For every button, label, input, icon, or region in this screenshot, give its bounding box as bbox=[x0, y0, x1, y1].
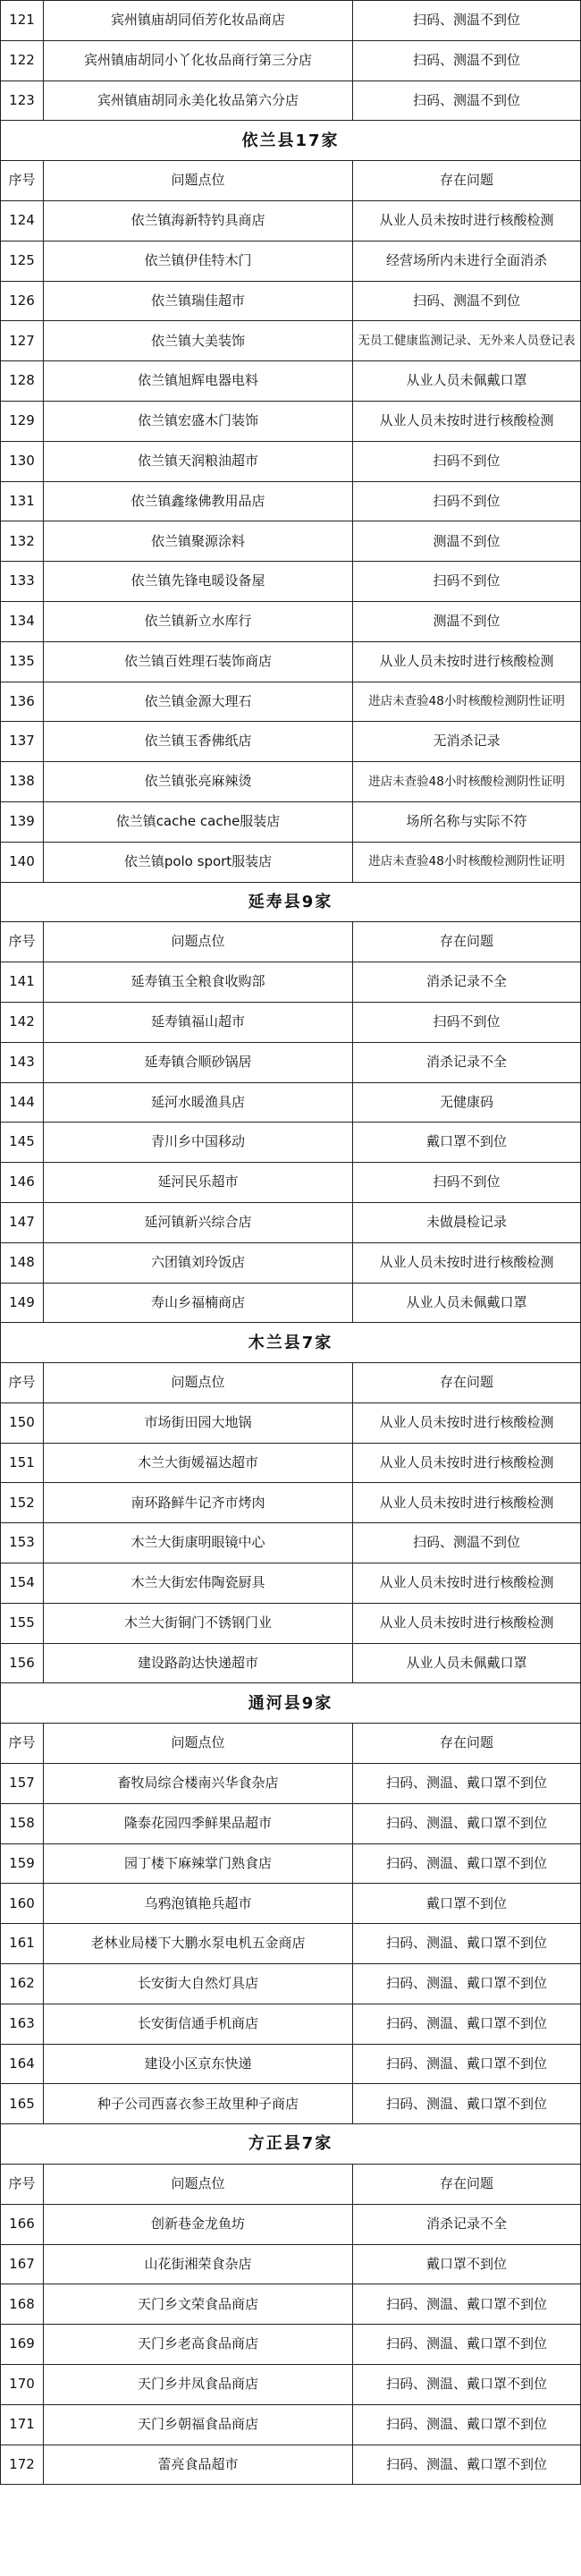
location-cell: 山花街湘荣食杂店 bbox=[44, 2245, 353, 2284]
location-cell: 依兰镇先锋电暖设备屋 bbox=[44, 562, 353, 601]
row-number: 133 bbox=[0, 562, 44, 601]
table-header-row bbox=[0, 161, 581, 201]
location-cell: 依兰镇伊佳特木门 bbox=[44, 242, 353, 281]
location-cell: 延寿镇福山超市 bbox=[44, 1003, 353, 1042]
location-cell: 长安街信通手机商店 bbox=[44, 2004, 353, 2044]
issue-cell: 扫码不到位 bbox=[353, 442, 581, 481]
issue-cell: 无消杀记录 bbox=[353, 722, 581, 761]
location-cell: 依兰镇cache cache服装店 bbox=[44, 802, 353, 842]
location-cell: 木兰大街媛福达超市 bbox=[44, 1444, 353, 1483]
issue-cell: 无员工健康监测记录、无外来人员登记表 bbox=[353, 321, 581, 360]
table-row bbox=[0, 1284, 581, 1324]
table-row bbox=[0, 2284, 581, 2325]
row-number: 170 bbox=[0, 2365, 44, 2404]
row-number: 164 bbox=[0, 2045, 44, 2084]
location-cell: 创新巷金龙鱼坊 bbox=[44, 2205, 353, 2244]
table-row bbox=[0, 682, 581, 723]
table-row bbox=[0, 1243, 581, 1284]
row-number: 136 bbox=[0, 682, 44, 722]
row-number: 125 bbox=[0, 242, 44, 281]
table-row bbox=[0, 2405, 581, 2445]
table-row bbox=[0, 2245, 581, 2285]
header-location: 问题点位 bbox=[44, 922, 353, 962]
issue-cell: 扫码、测温、戴口罩不到位 bbox=[353, 1844, 581, 1884]
issue-cell: 扫码、测温、戴口罩不到位 bbox=[353, 2084, 581, 2123]
county-section-title-row bbox=[0, 1683, 581, 1724]
table-row bbox=[0, 1, 581, 41]
location-cell: 依兰镇聚源涂料 bbox=[44, 521, 353, 561]
location-cell: 宾州镇庙胡同佰芳化妆品商店 bbox=[44, 1, 353, 40]
row-number: 169 bbox=[0, 2325, 44, 2364]
table-row bbox=[0, 321, 581, 361]
location-cell: 依兰镇鑫缘佛教用品店 bbox=[44, 482, 353, 521]
header-issue: 存在问题 bbox=[353, 1724, 581, 1763]
table-row bbox=[0, 762, 581, 802]
location-cell: 木兰大街康明眼镜中心 bbox=[44, 1523, 353, 1563]
table-row bbox=[0, 1604, 581, 1644]
issue-cell: 戴口罩不到位 bbox=[353, 1884, 581, 1923]
table-row bbox=[0, 562, 581, 602]
header-issue: 存在问题 bbox=[353, 1363, 581, 1402]
row-number: 158 bbox=[0, 1804, 44, 1843]
county-section-title-row bbox=[0, 1323, 581, 1363]
issue-cell: 从业人员未按时进行核酸检测 bbox=[353, 1604, 581, 1643]
table-row bbox=[0, 1163, 581, 1203]
row-number: 126 bbox=[0, 282, 44, 321]
location-cell: 蕾亮食品超市 bbox=[44, 2445, 353, 2485]
table-row bbox=[0, 1563, 581, 1604]
row-number: 150 bbox=[0, 1403, 44, 1443]
table-row bbox=[0, 402, 581, 442]
issue-cell: 进店未查验48小时核酸检测阴性证明 bbox=[353, 762, 581, 801]
location-cell: 延河镇新兴综合店 bbox=[44, 1203, 353, 1242]
county-section-title: 依兰县17家 bbox=[0, 121, 581, 160]
location-cell: 隆泰花园四季鲜果品超市 bbox=[44, 1804, 353, 1843]
issue-cell: 消杀记录不全 bbox=[353, 1043, 581, 1082]
row-number: 132 bbox=[0, 521, 44, 561]
row-number: 122 bbox=[0, 41, 44, 80]
location-cell: 依兰镇旭辉电器电料 bbox=[44, 361, 353, 401]
table-row bbox=[0, 1203, 581, 1243]
location-cell: 建设路韵达快递超市 bbox=[44, 1644, 353, 1683]
row-number: 143 bbox=[0, 1043, 44, 1082]
row-number: 146 bbox=[0, 1163, 44, 1202]
issue-cell: 扫码、测温、戴口罩不到位 bbox=[353, 1924, 581, 1963]
issue-cell: 从业人员未按时进行核酸检测 bbox=[353, 1444, 581, 1483]
table-row bbox=[0, 962, 581, 1003]
row-number: 137 bbox=[0, 722, 44, 761]
issue-cell: 扫码不到位 bbox=[353, 482, 581, 521]
header-location: 问题点位 bbox=[44, 2165, 353, 2204]
table-header-row bbox=[0, 1724, 581, 1764]
row-number: 155 bbox=[0, 1604, 44, 1643]
table-row bbox=[0, 602, 581, 642]
issue-cell: 扫码、测温、戴口罩不到位 bbox=[353, 2365, 581, 2404]
issue-cell: 扫码、测温、戴口罩不到位 bbox=[353, 1964, 581, 2004]
row-number: 131 bbox=[0, 482, 44, 521]
issue-cell: 进店未查验48小时核酸检测阴性证明 bbox=[353, 843, 581, 882]
row-number: 135 bbox=[0, 642, 44, 682]
table-row bbox=[0, 1764, 581, 1804]
table-row bbox=[0, 482, 581, 522]
header-number: 序号 bbox=[0, 1724, 44, 1763]
location-cell: 延寿镇玉全粮食收购部 bbox=[44, 962, 353, 1002]
location-cell: 宾州镇庙胡同永美化妆品第六分店 bbox=[44, 81, 353, 121]
issue-cell: 消杀记录不全 bbox=[353, 962, 581, 1002]
row-number: 151 bbox=[0, 1444, 44, 1483]
table-row bbox=[0, 1964, 581, 2004]
issue-cell: 扫码、测温、戴口罩不到位 bbox=[353, 1804, 581, 1843]
issue-cell: 测温不到位 bbox=[353, 602, 581, 641]
issue-cell: 扫码、测温、戴口罩不到位 bbox=[353, 2445, 581, 2485]
table-header-row bbox=[0, 2165, 581, 2205]
issue-cell: 扫码、测温不到位 bbox=[353, 282, 581, 321]
issue-cell: 从业人员未按时进行核酸检测 bbox=[353, 402, 581, 441]
table-header-row bbox=[0, 922, 581, 962]
location-cell: 木兰大街铜门不锈钢门业 bbox=[44, 1604, 353, 1643]
header-number: 序号 bbox=[0, 922, 44, 962]
header-issue: 存在问题 bbox=[353, 2165, 581, 2204]
row-number: 148 bbox=[0, 1243, 44, 1283]
issue-cell: 经营场所内未进行全面消杀 bbox=[353, 242, 581, 281]
issue-cell: 扫码、测温不到位 bbox=[353, 81, 581, 121]
header-location: 问题点位 bbox=[44, 161, 353, 200]
location-cell: 乌鸦泡镇艳兵超市 bbox=[44, 1884, 353, 1923]
table-row bbox=[0, 41, 581, 81]
issue-cell: 戴口罩不到位 bbox=[353, 2245, 581, 2284]
issue-cell: 进店未查验48小时核酸检测阴性证明 bbox=[353, 682, 581, 722]
issue-cell: 扫码、测温不到位 bbox=[353, 41, 581, 80]
header-number: 序号 bbox=[0, 2165, 44, 2204]
row-number: 149 bbox=[0, 1284, 44, 1323]
issue-cell: 从业人员未按时进行核酸检测 bbox=[353, 1563, 581, 1603]
header-number: 序号 bbox=[0, 161, 44, 200]
table-row bbox=[0, 2365, 581, 2405]
county-section-title-row bbox=[0, 883, 581, 923]
issue-cell: 扫码、测温不到位 bbox=[353, 1, 581, 40]
county-section-title-row bbox=[0, 2124, 581, 2165]
table-row bbox=[0, 1003, 581, 1043]
row-number: 163 bbox=[0, 2004, 44, 2044]
table-row bbox=[0, 442, 581, 482]
row-number: 129 bbox=[0, 402, 44, 441]
location-cell: 依兰镇金源大理石 bbox=[44, 682, 353, 722]
row-number: 128 bbox=[0, 361, 44, 401]
row-number: 160 bbox=[0, 1884, 44, 1923]
table-row bbox=[0, 242, 581, 282]
row-number: 171 bbox=[0, 2405, 44, 2445]
issue-cell: 从业人员未按时进行核酸检测 bbox=[353, 1483, 581, 1522]
location-cell: 依兰镇新立水库行 bbox=[44, 602, 353, 641]
location-cell: 种子公司西喜衣参王故里种子商店 bbox=[44, 2084, 353, 2123]
row-number: 145 bbox=[0, 1123, 44, 1162]
issue-cell: 从业人员未按时进行核酸检测 bbox=[353, 1403, 581, 1443]
row-number: 162 bbox=[0, 1964, 44, 2004]
row-number: 138 bbox=[0, 762, 44, 801]
row-number: 168 bbox=[0, 2284, 44, 2324]
header-location: 问题点位 bbox=[44, 1363, 353, 1402]
table-row bbox=[0, 2445, 581, 2486]
issue-cell: 无健康码 bbox=[353, 1083, 581, 1123]
row-number: 165 bbox=[0, 2084, 44, 2123]
issue-cell: 戴口罩不到位 bbox=[353, 1123, 581, 1162]
issue-cell: 从业人员未按时进行核酸检测 bbox=[353, 1243, 581, 1283]
issue-cell: 测温不到位 bbox=[353, 521, 581, 561]
issue-cell: 从业人员未按时进行核酸检测 bbox=[353, 642, 581, 682]
issue-cell: 扫码、测温、戴口罩不到位 bbox=[353, 2325, 581, 2364]
location-cell: 老林业局楼下大鹏水泵电机五金商店 bbox=[44, 1924, 353, 1963]
table-row bbox=[0, 81, 581, 122]
row-number: 127 bbox=[0, 321, 44, 360]
table-row bbox=[0, 2045, 581, 2085]
table-row bbox=[0, 843, 581, 883]
location-cell: 南环路鲜牛记齐市烤肉 bbox=[44, 1483, 353, 1522]
location-cell: 宾州镇庙胡同小丫化妆品商行第三分店 bbox=[44, 41, 353, 80]
location-cell: 依兰镇张亮麻辣烫 bbox=[44, 762, 353, 801]
location-cell: 延河民乐超市 bbox=[44, 1163, 353, 1202]
row-number: 142 bbox=[0, 1003, 44, 1042]
row-number: 147 bbox=[0, 1203, 44, 1242]
location-cell: 依兰镇大美装饰 bbox=[44, 321, 353, 360]
table-row bbox=[0, 2004, 581, 2045]
issue-cell: 未做晨检记录 bbox=[353, 1203, 581, 1242]
table-row bbox=[0, 282, 581, 322]
row-number: 140 bbox=[0, 843, 44, 882]
header-issue: 存在问题 bbox=[353, 161, 581, 200]
location-cell: 依兰镇百姓理石装饰商店 bbox=[44, 642, 353, 682]
row-number: 141 bbox=[0, 962, 44, 1002]
issue-cell: 从业人员未佩戴口罩 bbox=[353, 361, 581, 401]
location-cell: 畜牧局综合楼南兴华食杂店 bbox=[44, 1764, 353, 1803]
issue-cell: 扫码、测温、戴口罩不到位 bbox=[353, 2284, 581, 2324]
county-section-title: 延寿县9家 bbox=[0, 883, 581, 922]
row-number: 154 bbox=[0, 1563, 44, 1603]
location-cell: 木兰大街宏伟陶瓷厨具 bbox=[44, 1563, 353, 1603]
location-cell: 六团镇刘玲饭店 bbox=[44, 1243, 353, 1283]
row-number: 139 bbox=[0, 802, 44, 842]
issue-cell: 扫码不到位 bbox=[353, 562, 581, 601]
row-number: 166 bbox=[0, 2205, 44, 2244]
issue-cell: 扫码、测温、戴口罩不到位 bbox=[353, 2045, 581, 2084]
issue-cell: 扫码、测温、戴口罩不到位 bbox=[353, 1764, 581, 1803]
county-section-title: 木兰县7家 bbox=[0, 1323, 581, 1362]
issue-cell: 扫码不到位 bbox=[353, 1163, 581, 1202]
table-row bbox=[0, 1884, 581, 1924]
issue-cell: 扫码、测温、戴口罩不到位 bbox=[353, 2405, 581, 2445]
location-cell: 依兰镇海新特钓具商店 bbox=[44, 201, 353, 241]
location-cell: 天门乡文荣食品商店 bbox=[44, 2284, 353, 2324]
row-number: 152 bbox=[0, 1483, 44, 1522]
table-row bbox=[0, 1444, 581, 1484]
issue-cell: 消杀记录不全 bbox=[353, 2205, 581, 2244]
location-cell: 园丁楼下麻辣掌门熟食店 bbox=[44, 1844, 353, 1884]
table-row bbox=[0, 1844, 581, 1885]
table-row bbox=[0, 1083, 581, 1123]
issue-cell: 从业人员未按时进行核酸检测 bbox=[353, 201, 581, 241]
row-number: 161 bbox=[0, 1924, 44, 1963]
county-section-title: 通河县9家 bbox=[0, 1683, 581, 1723]
location-cell: 依兰镇玉香佛纸店 bbox=[44, 722, 353, 761]
row-number: 153 bbox=[0, 1523, 44, 1563]
location-cell: 青川乡中国移动 bbox=[44, 1123, 353, 1162]
table-row bbox=[0, 1043, 581, 1083]
header-location: 问题点位 bbox=[44, 1724, 353, 1763]
location-cell: 天门乡井凤食品商店 bbox=[44, 2365, 353, 2404]
location-cell: 依兰镇瑞佳超市 bbox=[44, 282, 353, 321]
location-cell: 寿山乡福楠商店 bbox=[44, 1284, 353, 1323]
location-cell: 建设小区京东快递 bbox=[44, 2045, 353, 2084]
issue-cell: 从业人员未佩戴口罩 bbox=[353, 1284, 581, 1323]
issue-cell: 从业人员未佩戴口罩 bbox=[353, 1644, 581, 1683]
table-header-row bbox=[0, 1363, 581, 1403]
header-number: 序号 bbox=[0, 1363, 44, 1402]
table-row bbox=[0, 2084, 581, 2124]
issue-cell: 场所名称与实际不符 bbox=[353, 802, 581, 842]
table-row bbox=[0, 2205, 581, 2245]
issue-cell: 扫码、测温不到位 bbox=[353, 1523, 581, 1563]
table-row bbox=[0, 722, 581, 762]
location-cell: 延河水暖渔具店 bbox=[44, 1083, 353, 1123]
table-row bbox=[0, 1483, 581, 1523]
row-number: 167 bbox=[0, 2245, 44, 2284]
table-row bbox=[0, 1523, 581, 1563]
table-row bbox=[0, 361, 581, 402]
table-row bbox=[0, 1123, 581, 1163]
county-section-title-row bbox=[0, 121, 581, 161]
row-number: 172 bbox=[0, 2445, 44, 2485]
table-row bbox=[0, 521, 581, 562]
table-row bbox=[0, 802, 581, 843]
row-number: 123 bbox=[0, 81, 44, 121]
header-issue: 存在问题 bbox=[353, 922, 581, 962]
table-row bbox=[0, 1804, 581, 1844]
location-cell: 依兰镇宏盛木门装饰 bbox=[44, 402, 353, 441]
table-row bbox=[0, 642, 581, 682]
table-row bbox=[0, 2325, 581, 2365]
location-cell: 长安街大自然灯具店 bbox=[44, 1964, 353, 2004]
table-row bbox=[0, 1644, 581, 1684]
table-row bbox=[0, 1403, 581, 1444]
row-number: 144 bbox=[0, 1083, 44, 1123]
location-cell: 市场街田园大地锅 bbox=[44, 1403, 353, 1443]
location-cell: 天门乡朝福食品商店 bbox=[44, 2405, 353, 2445]
table-row bbox=[0, 201, 581, 242]
row-number: 121 bbox=[0, 1, 44, 40]
table-row bbox=[0, 1924, 581, 1964]
location-cell: 天门乡老高食品商店 bbox=[44, 2325, 353, 2364]
row-number: 159 bbox=[0, 1844, 44, 1884]
location-cell: 依兰镇polo sport服装店 bbox=[44, 843, 353, 882]
row-number: 124 bbox=[0, 201, 44, 241]
issue-cell: 扫码不到位 bbox=[353, 1003, 581, 1042]
location-cell: 依兰镇天润粮油超市 bbox=[44, 442, 353, 481]
issue-cell: 扫码、测温、戴口罩不到位 bbox=[353, 2004, 581, 2044]
row-number: 157 bbox=[0, 1764, 44, 1803]
row-number: 130 bbox=[0, 442, 44, 481]
location-cell: 延寿镇合顺砂锅居 bbox=[44, 1043, 353, 1082]
row-number: 134 bbox=[0, 602, 44, 641]
county-section-title: 方正县7家 bbox=[0, 2124, 581, 2164]
row-number: 156 bbox=[0, 1644, 44, 1683]
